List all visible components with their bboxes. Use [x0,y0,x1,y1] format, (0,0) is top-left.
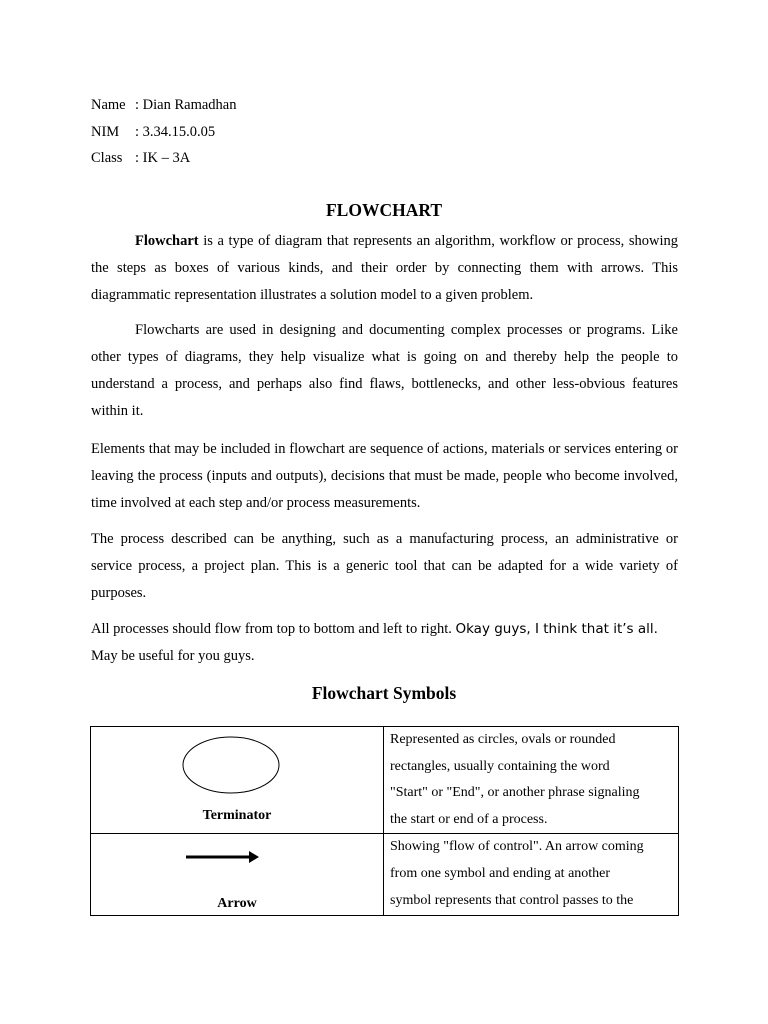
class-label: Class [91,150,123,166]
name-value: : Dian Ramadhan [135,97,237,113]
paragraph-4-block [91,526,678,607]
paragraph-2: Flowcharts are used in designing and documenting complex processes or programs. Like other types of diagrams, they help visualize what is going on and thereby help the people to understand a process, and perhaps also find flaws, bottlenecks, and other less-obvious features within it. [91,322,678,419]
name-label: Name [91,97,126,113]
paragraph-5-closing: May be useful for you guys. [91,648,255,664]
paragraph-3-block [91,436,678,517]
name-row [91,92,236,119]
symbols-title: Flowchart Symbols [311,683,457,703]
paragraph-1-text: is a type of diagram that represents an algorithm, workflow or process, showing the steps as boxes of various kinds, and their order by connecting them with arrows. This diagrammatic representation illustrates a solution model to a given problem. [91,233,678,303]
symbol-description-arrow [384,834,679,916]
student-info [91,92,236,172]
paragraph-5-block [91,616,678,670]
symbol-cell-arrow [91,834,384,916]
symbol-cell-terminator [91,727,384,834]
paragraph-1-bold-term: Flowchart [135,233,199,249]
paragraph-5 [91,616,678,670]
symbol-description-terminator [384,727,679,834]
description-line: symbol represents that control passes to the [390,892,634,908]
description-line: Showing "flow of control". An arrow coming [390,839,644,855]
paragraph-5-handwritten-note: Okay guys, I think that it’s all. [455,621,658,637]
paragraph-3: Elements that may be included in flowchart are sequence of actions, materials or services entering or leaving the process (inputs and outputs), decisions that must be made, people who become involved, time involved at each step and/or process measurements. [91,441,678,511]
paragraph-5-text: All processes should flow from top to bottom and left to right. [91,621,456,637]
description-terminator [384,727,678,833]
symbol-name-arrow: Arrow [217,896,257,912]
description-line: Represented as circles, ovals or rounded [390,732,616,747]
paragraph-1 [91,228,678,309]
table-row [91,834,679,916]
class-row [91,145,236,172]
description-line: "Start" or "End", or another phrase signaling [390,785,640,801]
nim-value: : 3.34.15.0.05 [135,123,216,140]
terminator-oval-shape [183,737,279,793]
nim-label: NIM [91,123,120,140]
nim-row [91,119,236,146]
symbols-table [90,726,679,916]
table-row [91,727,679,834]
paragraph-1-block [91,228,678,309]
description-arrow [384,834,678,914]
paragraph-4: The process described can be anything, such as a manufacturing process, an administrative or service process, a project plan. This is a generic tool that can be adapted for a wide variety of purposes. [91,531,678,601]
arrow-head [249,851,259,863]
document-title: FLOWCHART [325,200,443,220]
description-line: rectangles, usually containing the word [390,758,610,774]
symbol-name-terminator: Terminator [202,808,272,823]
paragraph-2-block [91,317,678,425]
class-value: : IK – 3A [135,150,191,166]
description-line: the start or end of a process. [390,811,548,827]
description-line: from one symbol and ending at another [390,865,611,881]
